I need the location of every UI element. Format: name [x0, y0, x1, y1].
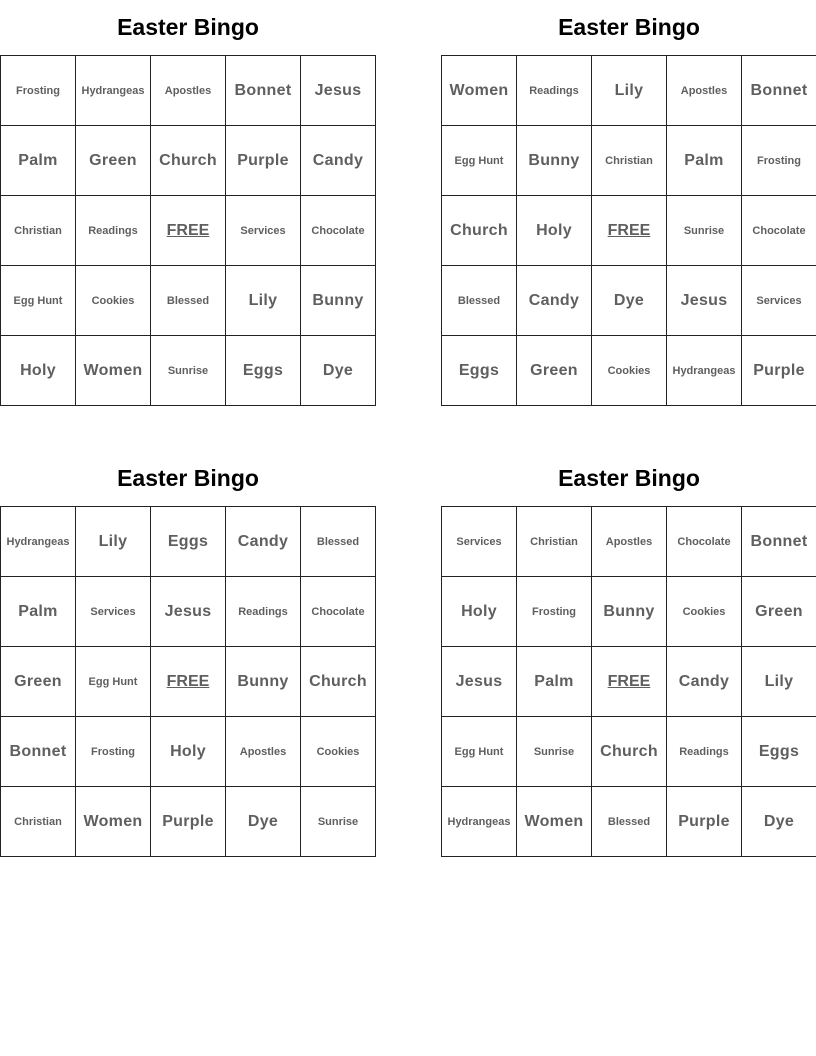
bingo-cell: Women [517, 787, 592, 857]
bingo-grid [441, 506, 816, 857]
bingo-cell: Green [517, 336, 592, 406]
bingo-cell: Church [592, 717, 667, 787]
bingo-cell: Bunny [517, 126, 592, 196]
bingo-cell: Services [742, 266, 816, 336]
bingo-cell: Chocolate [301, 196, 376, 266]
bingo-cell: Christian [592, 126, 667, 196]
bingo-grid [0, 55, 376, 406]
bingo-cell: Bonnet [742, 56, 816, 126]
bingo-cell: Candy [667, 647, 742, 717]
bingo-cell: Dye [226, 787, 301, 857]
bingo-cell: Eggs [151, 507, 226, 577]
bingo-cell: Cookies [592, 336, 667, 406]
bingo-cell: Chocolate [667, 507, 742, 577]
bingo-cell: Purple [742, 336, 816, 406]
bingo-cell: Blessed [592, 787, 667, 857]
free-space-cell: FREE [592, 196, 667, 266]
bingo-cell: Bonnet [742, 507, 816, 577]
bingo-cell: Eggs [226, 336, 301, 406]
bingo-cell: Blessed [151, 266, 226, 336]
bingo-grid [441, 55, 816, 406]
bingo-cell: Cookies [667, 577, 742, 647]
bingo-cell: Frosting [1, 56, 76, 126]
bingo-cell: Women [442, 56, 517, 126]
bingo-cell: Services [226, 196, 301, 266]
bingo-cell: Services [442, 507, 517, 577]
card-title: Easter Bingo [117, 465, 259, 491]
bingo-cell: Candy [301, 126, 376, 196]
bingo-cell: Apostles [667, 56, 742, 126]
bingo-cell: Purple [667, 787, 742, 857]
bingo-cell: Palm [1, 126, 76, 196]
bingo-cell: Church [151, 126, 226, 196]
bingo-cell: Blessed [442, 266, 517, 336]
bingo-cell: Sunrise [667, 196, 742, 266]
bingo-cell: Green [742, 577, 816, 647]
bingo-cell: Hydrangeas [442, 787, 517, 857]
bingo-cell: Holy [151, 717, 226, 787]
bingo-cell: Holy [442, 577, 517, 647]
bingo-cell: Holy [517, 196, 592, 266]
bingo-cell: Hydrangeas [1, 507, 76, 577]
bingo-cell: Apostles [226, 717, 301, 787]
free-space-cell: FREE [151, 196, 226, 266]
bingo-cell: Christian [517, 507, 592, 577]
bingo-cell: Bunny [301, 266, 376, 336]
bingo-cell: Lily [742, 647, 816, 717]
bingo-cell: Chocolate [742, 196, 816, 266]
bingo-cell: Hydrangeas [667, 336, 742, 406]
bingo-cell: Readings [226, 577, 301, 647]
bingo-cell: Bonnet [1, 717, 76, 787]
bingo-cell: Cookies [76, 266, 151, 336]
bingo-cell: Christian [1, 196, 76, 266]
bingo-cell: Egg Hunt [76, 647, 151, 717]
bingo-cell: Church [442, 196, 517, 266]
bingo-cell: Eggs [742, 717, 816, 787]
bingo-cell: Candy [517, 266, 592, 336]
bingo-cell: Women [76, 787, 151, 857]
bingo-cell: Lily [76, 507, 151, 577]
bingo-cell: Egg Hunt [1, 266, 76, 336]
bingo-cell: Christian [1, 787, 76, 857]
bingo-cell: Sunrise [301, 787, 376, 857]
card-title: Easter Bingo [558, 14, 700, 40]
bingo-cell: Apostles [592, 507, 667, 577]
bingo-cell: Services [76, 577, 151, 647]
bingo-cell: Sunrise [517, 717, 592, 787]
card-title: Easter Bingo [117, 14, 259, 40]
bingo-cell: Blessed [301, 507, 376, 577]
free-space-cell: FREE [151, 647, 226, 717]
bingo-cell: Green [1, 647, 76, 717]
bingo-cell: Cookies [301, 717, 376, 787]
bingo-cell: Frosting [76, 717, 151, 787]
bingo-cell: Jesus [667, 266, 742, 336]
bingo-cell: Jesus [442, 647, 517, 717]
bingo-cell: Chocolate [301, 577, 376, 647]
bingo-cell: Holy [1, 336, 76, 406]
bingo-cell: Sunrise [151, 336, 226, 406]
bingo-cell: Dye [301, 336, 376, 406]
bingo-cell: Palm [1, 577, 76, 647]
bingo-cell: Dye [592, 266, 667, 336]
bingo-cell: Bonnet [226, 56, 301, 126]
bingo-cell: Frosting [742, 126, 816, 196]
bingo-cell: Green [76, 126, 151, 196]
bingo-cell: Eggs [442, 336, 517, 406]
card-title: Easter Bingo [558, 465, 700, 491]
bingo-cell: Dye [742, 787, 816, 857]
bingo-cell: Frosting [517, 577, 592, 647]
bingo-cell: Candy [226, 507, 301, 577]
bingo-cell: Jesus [151, 577, 226, 647]
bingo-cell: Bunny [226, 647, 301, 717]
bingo-cell: Purple [226, 126, 301, 196]
bingo-cell: Readings [517, 56, 592, 126]
bingo-cell: Church [301, 647, 376, 717]
bingo-cell: Lily [226, 266, 301, 336]
bingo-cell: Palm [517, 647, 592, 717]
bingo-cell: Readings [76, 196, 151, 266]
bingo-cell: Egg Hunt [442, 717, 517, 787]
bingo-cell: Readings [667, 717, 742, 787]
bingo-cell: Hydrangeas [76, 56, 151, 126]
bingo-cell: Lily [592, 56, 667, 126]
bingo-cell: Palm [667, 126, 742, 196]
bingo-cell: Purple [151, 787, 226, 857]
free-space-cell: FREE [592, 647, 667, 717]
bingo-cell: Bunny [592, 577, 667, 647]
bingo-cell: Egg Hunt [442, 126, 517, 196]
bingo-cell: Jesus [301, 56, 376, 126]
bingo-cell: Apostles [151, 56, 226, 126]
bingo-grid [0, 506, 376, 857]
bingo-cell: Women [76, 336, 151, 406]
